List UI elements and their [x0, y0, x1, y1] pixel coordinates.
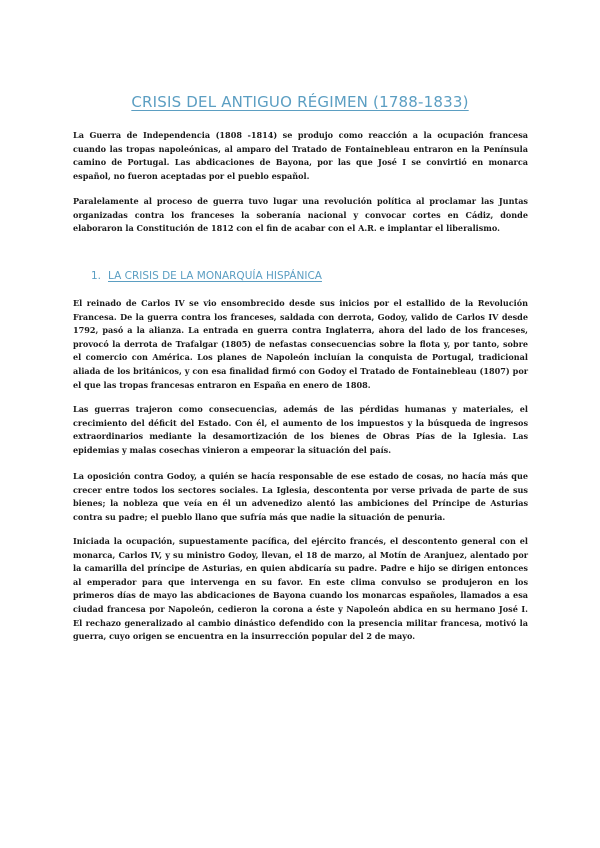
- section-paragraph-3: La oposición contra Godoy, a quién se hacía responsable de ese estado de cosas, no hacía más que crecer entre todos los sectores sociales. La Iglesia, descontenta por verse privada de parte de sus bienes; la nobleza que veía en él un advenedizo alentó las ambiciones del Príncipe de Asturias contra su padre; el pueblo llano que sufría más que nadie la situación de penuria.: [73, 471, 528, 522]
- document-title: CRISIS DEL ANTIGUO RÉGIMEN (1788-1833): [131, 93, 469, 111]
- intro-paragraph-2: Paralelamente al proceso de guerra tuvo lugar una revolución política al proclamar las Juntas organizadas contra los franceses la soberanía nacional y convocar cortes en Cádiz, donde elaboraron la Constitución de 1812 con el fin de acabar con el A.R. e implantar el liberalismo.: [73, 196, 528, 234]
- section-number: 1.: [91, 270, 102, 282]
- section-heading: [91, 270, 322, 282]
- section-paragraph-1: El reinado de Carlos IV se vio ensombrecido desde sus inicios por el estallido de la Revolución Francesa. De la guerra contra los franceses, saldada con derrota, Godoy, valido de Carlos IV desde 1792, pasó a la alianza. La entrada en guerra contra Inglaterra, ahora del lado de los franceses, provocó la derrota de Trafalgar (1805) de nefastas consecuencias sobre la flota y, por tanto, sobre el comercio con América. Los planes de Napoleón incluían la conquista de Portugal, tradicional aliada de los británicos, y con esa finalidad firmó con Godoy el Tratado de Fontainebleau (1807) por el que las tropas francesas entraron en España en enero de 1808.: [73, 298, 528, 390]
- intro-paragraph-1: La Guerra de Independencia (1808 -1814) se produjo como reacción a la ocupación francesa cuando las tropas napoleónicas, al amparo del Tratado de Fontainebleau entraron en la Península camino de Portugal. Las abdicaciones de Bayona, por las que José I se convirtió en monarca español, no fueron aceptadas por el pueblo español.: [73, 130, 528, 181]
- section-paragraph-2: Las guerras trajeron como consecuencias, además de las pérdidas humanas y materiales, el crecimiento del déficit del Estado. Con él, el aumento de los impuestos y la búsqueda de ingresos extraordinarios mediante la desamortización de los bienes de Obras Pías de la Iglesia. Las epidemias y malas cosechas vinieron a empeorar la situación del país.: [73, 404, 528, 455]
- section-paragraph-4: Iniciada la ocupación, supuestamente pacífica, del ejército francés, el descontento general con el monarca, Carlos IV, y su ministro Godoy, llevan, el 18 de marzo, al Motín de Aranjuez, alentado por la camarilla del príncipe de Asturias, en quien abdicaría su padre. Padre e hijo se dirigen entonces al emperador para que intervenga en su favor. En este clima convulso se produjeron en los primeros días de mayo las abdicaciones de Bayona cuando los monarcas españoles, llamados a esa ciudad francesa por Napoleón, cedieron la corona a éste y Napoleón abdica en su hermano José I. El rechazo generalizado al cambio dinástico defendido con la presencia militar francesa, motivó la guerra, cuyo origen se encuentra en la insurrección popular del 2 de mayo.: [73, 536, 528, 642]
- section-heading-label: LA CRISIS DE LA MONARQUÍA HISPÁNICA: [108, 270, 322, 282]
